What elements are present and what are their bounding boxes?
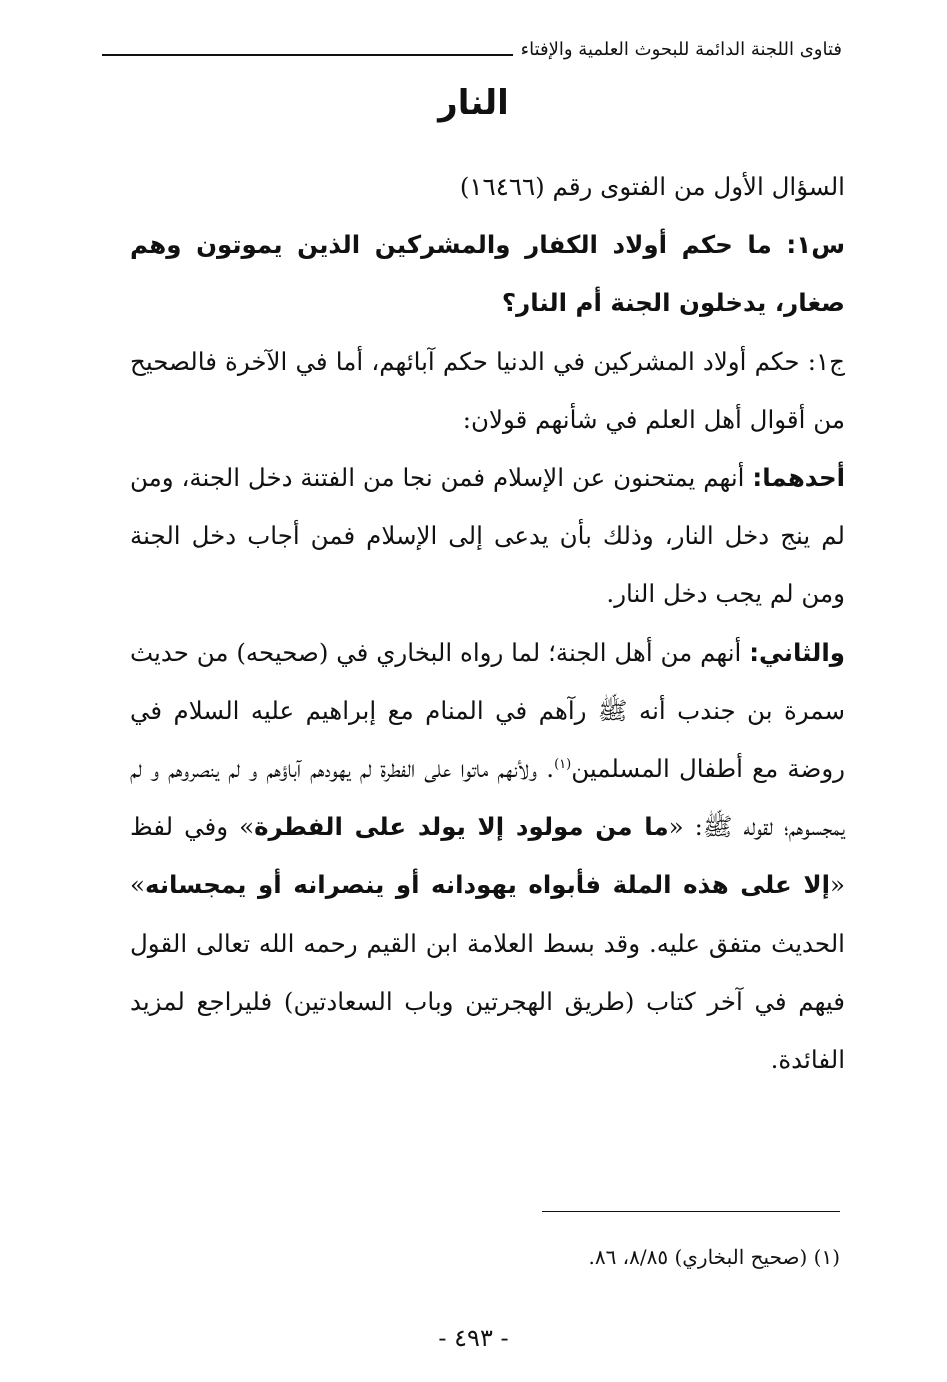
second-opinion-paragraph: [130, 624, 845, 1090]
chapter-title: النار: [438, 83, 509, 123]
question-reference: السؤال الأول من الفتوى رقم (١٦٤٦٦): [459, 172, 845, 201]
answer-paragraph: [130, 333, 845, 449]
hadith-quote-1: ما من مولود إلا يولد على الفطرة: [254, 812, 669, 842]
answer-label: ج١:: [807, 346, 845, 376]
answer-text: حكم أولاد المشركين في الدنيا حكم آبائهم، أما في الآخرة فالصحيح من أقوال أهل العلم في شأنهم قولان:: [130, 346, 845, 434]
second-opinion-text-1: أنهم من أهل الجنة؛ لما رواه البخاري في (صحيحه) من حديث سمرة بن جندب أنه ﷺ رآهم في المنام مع إبراهيم عليه السلام في روضة مع أطفال المسلمين: [130, 637, 845, 784]
header-title: فتاوى اللجنة الدائمة للبحوث العلمية والإفتاء: [520, 39, 842, 60]
question-text: ما حكم أولاد الكفار والمشركين الذين يموتون وهم صغار، يدخلون الجنة أم النار؟: [130, 230, 845, 318]
second-opinion-label: والثاني:: [749, 637, 845, 667]
second-opinion-text-3: » وفي لفظ «: [130, 812, 845, 900]
question-label: س١:: [786, 230, 845, 260]
hadith-quote-2: إلا على هذه الملة فأبواه يهودانه أو ينصرانه أو يمجسانه: [145, 870, 830, 900]
first-opinion-label: أحدهما:: [752, 463, 846, 493]
footnote: (١) (صحيح البخاري) ٨/٨٥، ٨٦.: [588, 1245, 840, 1269]
second-opinion-text-2: . ولأنهم ماتوا على الفطرة لم يهودهم آباؤهم و لم ينصروهم و لم يمجسوهم؛ لقوله ﷺ: «: [130, 754, 845, 842]
question-paragraph: [130, 216, 845, 332]
header-rule: [102, 54, 513, 56]
first-opinion-paragraph: [130, 449, 845, 624]
footnote-reference: (١): [554, 756, 572, 772]
body-text: [130, 158, 845, 1089]
running-header: [102, 26, 842, 62]
second-opinion-text-4: » الحديث متفق عليه. وقد بسط العلامة ابن القيم رحمه الله تعالى القول فيهم في آخر كتاب (طريق الهجرتين وباب السعادتين) فليراجع لمزيد الفائدة.: [130, 870, 845, 1075]
first-opinion-text: أنهم يمتحنون عن الإسلام فمن نجا من الفتنة دخل الجنة، ومن لم ينج دخل النار، وذلك بأن يدعى إلى الإسلام فمن أجاب دخل الجنة ومن لم يجب دخل النار.: [130, 463, 845, 609]
footnote-rule: [542, 1211, 840, 1212]
page-number: - ٤٩٣ -: [438, 1324, 509, 1352]
